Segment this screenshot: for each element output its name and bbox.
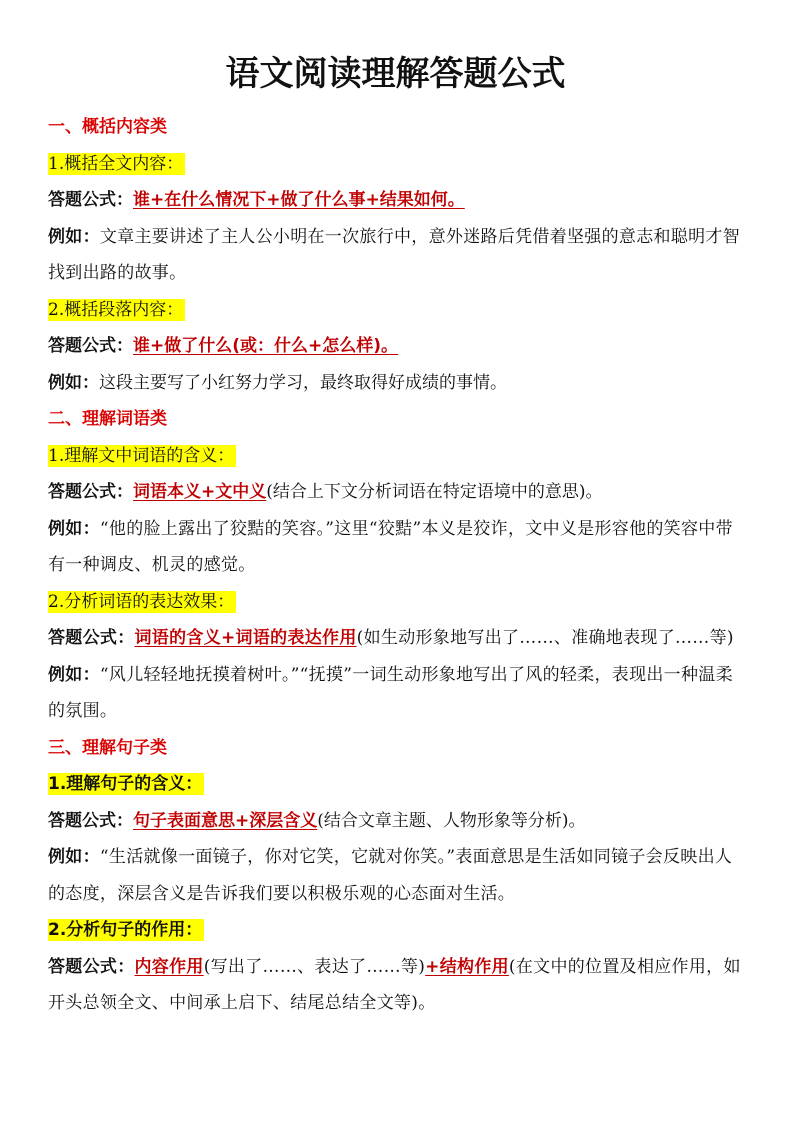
highlight-text: 2.分析句子的作用： [48,920,203,940]
formula-label: 答题公式： [48,628,135,648]
section-heading-words: 二、理解词语类 [48,409,167,429]
formula-text: +结构作用 [425,956,509,977]
formula-line [48,328,743,365]
section-heading-sentences: 三、理解句子类 [48,737,167,758]
example-label: 例如： [48,664,100,685]
highlight-text: 1.理解文中词语的含义： [48,445,235,466]
highlight-text: 2.分析词语的表达效果： [48,591,235,612]
formula-note: (在文中的位置及相应作用，如开头总领全文、中间承上启下、结尾总结全文等)。 [48,956,741,1013]
formula-note: (结合上下文分析词语在特定语境中的意思)。 [266,482,603,502]
example-paragraph [48,219,743,292]
formula-text: 词语本义+文中义 [133,482,267,502]
example-label: 例如： [48,372,99,393]
formula-text: 谁+做了什么(或：什么+怎么样)。 [133,336,399,356]
formula-text: 内容作用 [134,956,204,977]
formula-text: 句子表面意思+深层含义 [133,810,318,831]
example-text: 这段主要写了小红努力学习，最终取得好成绩的事情。 [99,372,507,393]
section-heading-summary: 一、概括内容类 [48,117,167,137]
formula-label: 答题公式： [48,810,133,831]
subheading-word-meaning [48,438,743,475]
example-text: 文章主要讲述了主人公小明在一次旅行中，意外迷路后凭借着坚强的意志和聪明才智找到出路的故事。 [48,226,741,283]
formula-line [48,182,743,219]
subheading-summary-paragraph [48,292,743,329]
formula-label: 答题公式： [48,482,133,502]
page-title: 语文阅读理解答题公式 [225,54,566,94]
formula-note: (写出了……、表达了……等) [203,956,426,977]
example-paragraph [48,511,743,584]
subheading-sentence-meaning [48,766,743,803]
subheading-word-effect [48,584,743,621]
example-label: 例如： [48,847,100,867]
subheading-sentence-function [48,912,743,949]
formula-text: 谁+在什么情况下+做了什么事+结果如何。 [133,190,465,210]
highlight-text: 1.理解句子的含义： [48,774,203,794]
example-paragraph [48,657,743,730]
highlight-text: 2.概括段落内容： [48,299,184,320]
formula-label: 答题公式： [48,190,133,210]
formula-line [48,949,743,1022]
formula-line [48,620,743,657]
formula-line [48,803,743,840]
example-text: “他的脸上露出了狡黠的笑容。”这里“狡黠”本义是狡诈，文中义是形容他的笑容中带有一种调皮、机灵的感觉。 [48,518,733,575]
formula-label: 答题公式： [48,336,133,356]
formula-line [48,474,743,511]
subheading-summary-full [48,146,743,183]
example-text: “风儿轻轻地抚摸着树叶。”“抚摸”一词生动形象地写出了风的轻柔，表现出一种温柔的氛围。 [48,664,733,721]
example-paragraph [48,839,743,912]
formula-label: 答题公式： [48,956,135,977]
example-paragraph [48,365,743,402]
highlight-text: 1.概括全文内容： [48,153,184,174]
formula-text: 词语的含义+词语的表达作用 [134,628,357,648]
example-label: 例如： [48,518,100,539]
example-text: “生活就像一面镜子，你对它笑，它就对你笑。”表面意思是生活如同镜子会反映出人的态度，深层含义是告诉我们要以积极乐观的心态面对生活。 [48,847,733,904]
formula-note: (结合文章主题、人物形象等分析)。 [317,810,586,831]
formula-note: (如生动形象地写出了……、准确地表现了……等) [356,628,734,648]
example-label: 例如： [48,226,100,247]
